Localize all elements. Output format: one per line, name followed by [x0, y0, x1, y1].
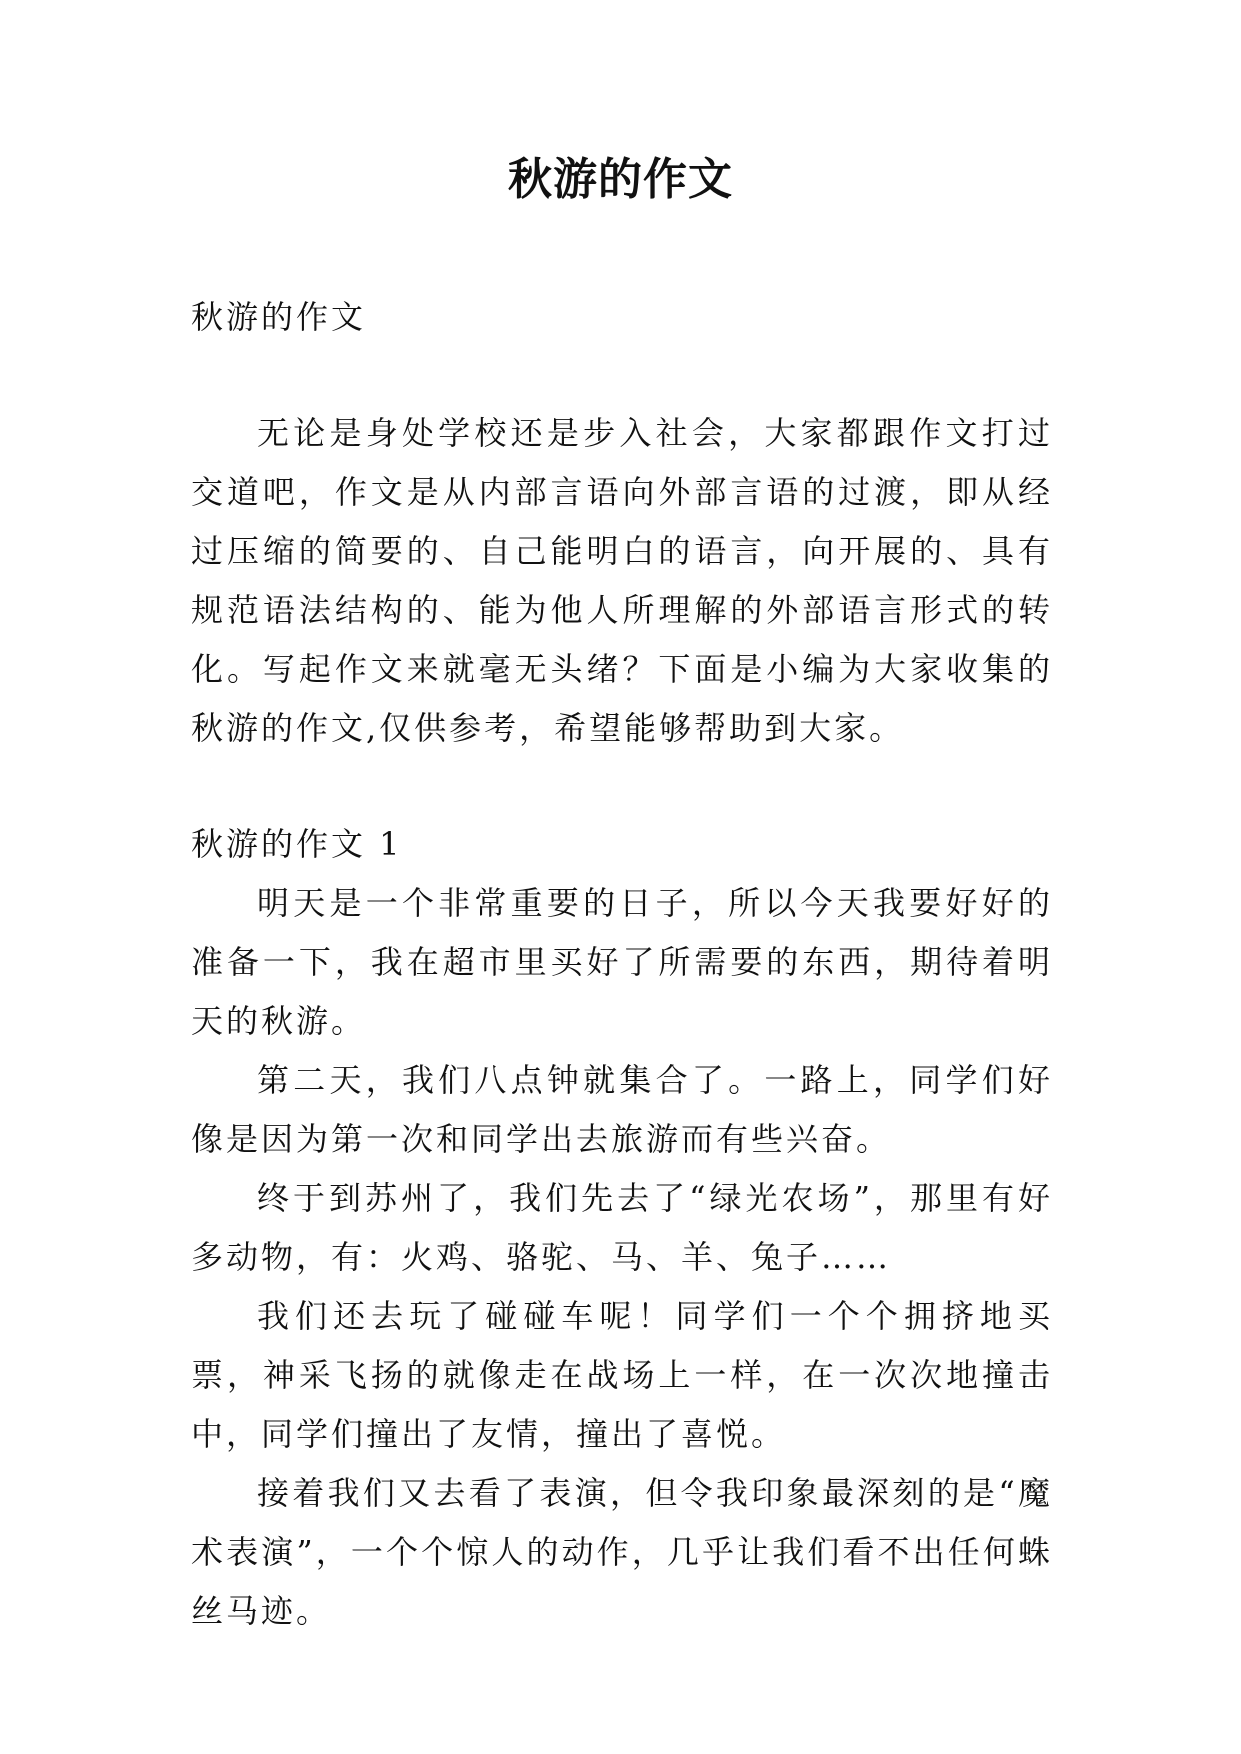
document-body	[191, 288, 1053, 1641]
section-heading: 秋游的作文 1	[191, 825, 403, 863]
body-paragraph: 我们还去玩了碰碰车呢！同学们一个个拥挤地买票，神采飞扬的就像走在战场上一样，在一次次地撞击中，同学们撞出了友情，撞出了喜悦。	[191, 1297, 1053, 1453]
body-paragraph: 明天是一个非常重要的日子，所以今天我要好好的准备一下，我在超市里买好了所需要的东西，期待着明天的秋游。	[191, 884, 1053, 1040]
document-title: 秋游的作文	[508, 154, 733, 205]
intro-paragraph: 无论是身处学校还是步入社会，大家都跟作文打过交道吧，作文是从内部言语向外部言语的过渡，即从经过压缩的简要的、自己能明白的语言，向开展的、具有规范语法结构的、能为他人所理解的外部语言形式的转化。写起作文来就毫无头绪？下面是小编为大家收集的秋游的作文,仅供参考，希望能够帮助到大家。	[191, 414, 1053, 747]
spacer	[191, 347, 1053, 404]
body-paragraph: 接着我们又去看了表演，但令我印象最深刻的是“魔术表演”，一个个惊人的动作，几乎让我们看不出任何蛛丝马迹。	[191, 1474, 1053, 1630]
spacer	[191, 758, 1053, 815]
body-paragraph: 终于到苏州了，我们先去了“绿光农场”，那里有好多动物，有：火鸡、骆驼、马、羊、兔子……	[191, 1179, 1053, 1276]
body-paragraph: 第二天，我们八点钟就集合了。一路上，同学们好像是因为第一次和同学出去旅游而有些兴奋。	[191, 1061, 1053, 1158]
subtitle: 秋游的作文	[191, 298, 367, 336]
